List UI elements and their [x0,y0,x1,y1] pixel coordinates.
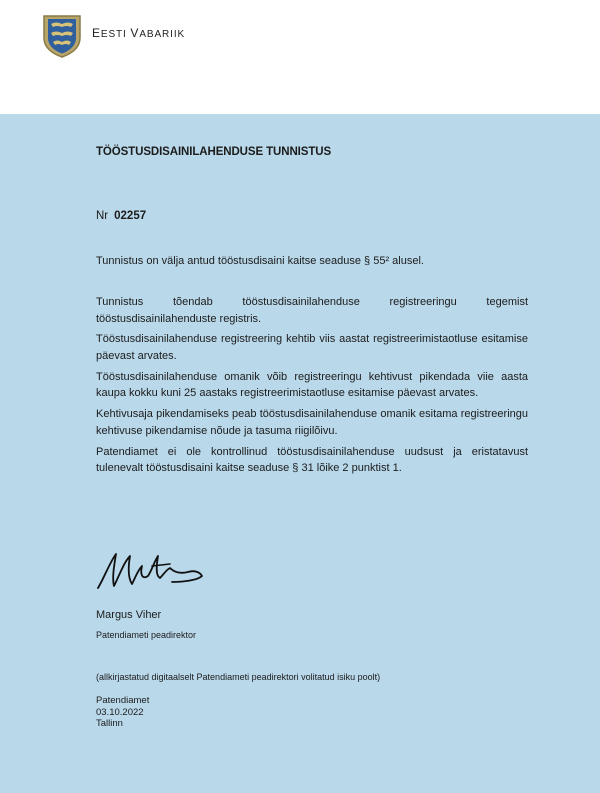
certificate-number [96,210,146,222]
footer-org: Patendiamet [96,695,150,706]
number-label: Nr [96,210,109,222]
footer-date: 03.10.2022 [96,706,144,718]
paragraph: Patendiamet ei ole kontrollinud tööstusdisainilahenduse uudsust ja eristatavust tulenevalt tööstusdisaini kaitse seaduse § 31 lõike 2 punktist 1. [96,445,528,475]
signature-note: (allkirjastatud digitaalselt Patendiameti peadirektori volitatud isiku poolt) [96,672,381,682]
footer-city: Tallinn [96,718,123,729]
document-title: TÖÖSTUSDISAINILAHENDUSE TUNNISTUS [96,146,332,158]
intro-paragraph: Tunnistus on välja antud tööstusdisaini kaitse seaduse § 55² alusel. [96,255,424,267]
body-paragraphs [96,294,528,481]
paragraph: Tunnistus tõendab tööstusdisainilahenduse registreeringu tegemist tööstusdisainilahenduste registris. [96,296,528,325]
number-value: 02257 [114,210,147,222]
coat-of-arms-logo [40,12,84,58]
brand-name: EESTI VABARIIK [92,26,186,40]
footer [96,695,149,730]
handwritten-signature [94,548,214,594]
signer-role: Patendiameti peadirektor [96,630,197,640]
header [0,0,600,114]
paragraph: Tööstusdisainilahenduse omanik võib registreeringu kehtivust pikendada viie aasta kaupa kokku kuni 25 aastaks registreerimistaotluse esitamise päevast arvates. [96,370,528,400]
signer-name: Margus Viher [96,609,162,621]
paragraph: Kehtivusaja pikendamiseks peab tööstusdisainilahenduse omanik esitama registreeringu kehtivuse pikendamise nõude ja tasuma riigilõivu. [96,408,528,437]
paragraph: Tööstusdisainilahenduse registreering kehtib viis aastat registreerimistaotluse esitamise päevast arvates. [96,333,528,362]
